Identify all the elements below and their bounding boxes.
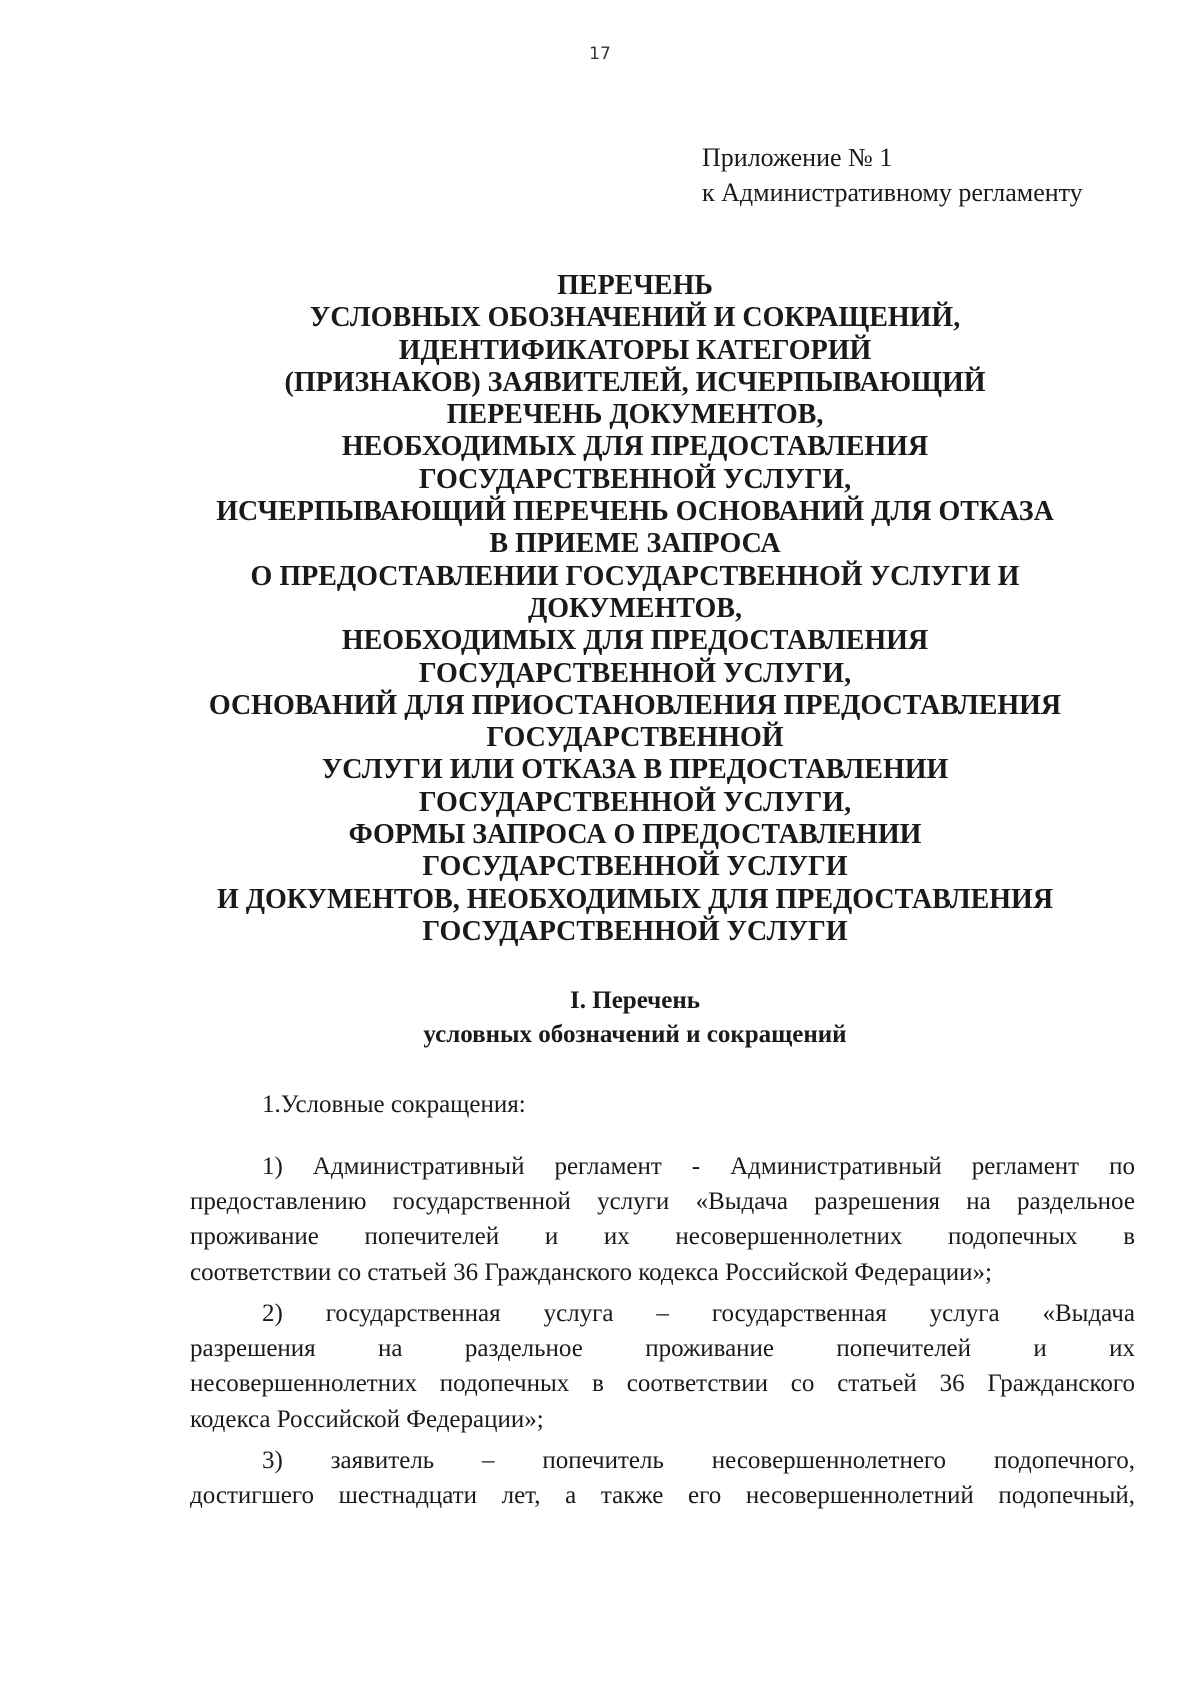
- document-title: [140, 270, 1130, 948]
- page-number: 17: [589, 44, 611, 64]
- word: попечителей: [364, 1223, 500, 1251]
- title-line: ФОРМЫ ЗАПРОСА О ПРЕДОСТАВЛЕНИИ: [348, 819, 922, 851]
- title-line: И ДОКУМЕНТОВ, НЕОБХОДИМЫХ ДЛЯ ПРЕДОСТАВЛЕНИЯ: [216, 883, 1054, 915]
- word: подопечного,: [993, 1447, 1135, 1474]
- word: несовершеннолетних: [190, 1370, 417, 1398]
- word: «Выдача: [695, 1188, 789, 1216]
- title-line: ПЕРЕЧЕНЬ: [557, 270, 713, 301]
- word: заявитель: [330, 1447, 435, 1474]
- word: регламент: [971, 1153, 1080, 1180]
- word: их: [1109, 1335, 1135, 1363]
- section-heading-line-2: условных обозначений и сокращений: [423, 1021, 847, 1048]
- word: Гражданского: [987, 1370, 1135, 1398]
- appendix-line-2: к Административному регламенту: [702, 178, 1083, 207]
- word: и: [544, 1223, 559, 1251]
- word: подопечных: [948, 1223, 1078, 1251]
- word: 3): [262, 1447, 283, 1474]
- word: достигшего: [190, 1482, 314, 1510]
- word: проживание: [190, 1223, 319, 1251]
- word: несовершеннолетнего: [711, 1447, 947, 1474]
- title-line: УСЛУГИ ИЛИ ОТКАЗА В ПРЕДОСТАВЛЕНИИ: [321, 754, 949, 786]
- paragraph-line: [190, 1296, 1135, 1331]
- word: регламент: [554, 1153, 662, 1180]
- word: в: [1123, 1223, 1135, 1251]
- title-line: ИДЕНТИФИКАТОРЫ КАТЕГОРИЙ: [398, 334, 872, 366]
- word: несовершеннолетних: [675, 1223, 903, 1251]
- word: и: [1033, 1335, 1047, 1363]
- word: услуга: [543, 1300, 614, 1327]
- word: государственной: [392, 1188, 571, 1216]
- word: проживание: [645, 1335, 775, 1363]
- paragraph-line: [190, 1478, 1135, 1513]
- word: государственная: [325, 1300, 501, 1327]
- word: подопечных: [439, 1370, 570, 1398]
- word: попечителей: [836, 1335, 972, 1363]
- title-line: ГОСУДАРСТВЕННОЙ: [486, 722, 784, 754]
- title-line: ГОСУДАРСТВЕННОЙ УСЛУГИ: [422, 851, 848, 883]
- word: «Выдача: [1042, 1300, 1135, 1327]
- word: а: [565, 1482, 577, 1510]
- word: предоставлению: [190, 1188, 367, 1216]
- paragraph-last-line: соответствии со статьей 36 Гражданского кодекса Российской Федерации»;: [190, 1258, 992, 1286]
- word: Административный: [730, 1153, 942, 1180]
- title-line: НЕОБХОДИМЫХ ДЛЯ ПРЕДОСТАВЛЕНИЯ: [341, 625, 929, 657]
- paragraph-1: [190, 1149, 1135, 1290]
- word: государственная: [711, 1300, 887, 1327]
- word: несовершеннолетний: [745, 1482, 974, 1510]
- word: 1): [262, 1153, 283, 1180]
- word: подопечный,: [998, 1482, 1135, 1510]
- word: –: [482, 1447, 495, 1474]
- title-line: ОСНОВАНИЙ ДЛЯ ПРИОСТАНОВЛЕНИЯ ПРЕДОСТАВЛЕНИЯ: [208, 689, 1062, 721]
- word: шестнадцати: [338, 1482, 477, 1510]
- paragraph-3: [190, 1443, 1135, 1513]
- paragraph-line: [190, 1366, 1135, 1401]
- appendix-line-1: Приложение № 1: [702, 143, 893, 172]
- word: Административный: [312, 1153, 525, 1180]
- title-line: ДОКУМЕНТОВ,: [528, 592, 742, 624]
- word: на: [378, 1335, 403, 1363]
- paragraph-line: [190, 1219, 1135, 1254]
- word: разрешения: [190, 1335, 316, 1363]
- section-heading-line-1: I. Перечень: [570, 987, 700, 1014]
- word: услуга: [929, 1300, 1000, 1327]
- word: 36: [939, 1370, 965, 1398]
- paragraph-last-line: кодекса Российской Федерации»;: [190, 1405, 544, 1433]
- appendix-note: [702, 140, 1083, 210]
- abbreviations-subheading: 1.Условные сокращения:: [262, 1091, 526, 1118]
- title-line: В ПРИЕМЕ ЗАПРОСА: [489, 528, 781, 560]
- title-line: О ПРЕДОСТАВЛЕНИИ ГОСУДАРСТВЕННОЙ УСЛУГИ И: [250, 560, 1020, 592]
- title-line: ИСЧЕРПЫВАЮЩИЙ ПЕРЕЧЕНЬ ОСНОВАНИЙ ДЛЯ ОТКАЗА: [216, 496, 1054, 528]
- word: –: [656, 1300, 669, 1327]
- word: на: [966, 1188, 991, 1216]
- title-line: (ПРИЗНАКОВ) ЗАЯВИТЕЛЕЙ, ИСЧЕРПЫВАЮЩИЙ: [284, 366, 986, 398]
- word: его: [688, 1482, 722, 1510]
- word: их: [603, 1223, 630, 1251]
- title-line: ПЕРЕЧЕНЬ ДОКУМЕНТОВ,: [446, 399, 824, 431]
- section-heading: [140, 984, 1130, 1052]
- paragraph-2: [190, 1296, 1135, 1437]
- word: разрешения: [814, 1188, 940, 1216]
- word: раздельное: [1016, 1188, 1135, 1216]
- title-line: ГОСУДАРСТВЕННОЙ УСЛУГИ: [422, 915, 848, 947]
- word: также: [600, 1482, 664, 1510]
- paragraph-line: [190, 1149, 1135, 1184]
- title-line: НЕОБХОДИМЫХ ДЛЯ ПРЕДОСТАВЛЕНИЯ: [341, 431, 929, 463]
- word: попечитель: [542, 1447, 664, 1474]
- word: 2): [262, 1300, 283, 1327]
- word: лет,: [501, 1482, 541, 1510]
- word: раздельное: [464, 1335, 583, 1363]
- word: в: [592, 1370, 604, 1398]
- title-line: ГОСУДАРСТВЕННОЙ УСЛУГИ,: [418, 786, 852, 818]
- word: статьей: [837, 1370, 917, 1398]
- paragraph-line: [190, 1331, 1135, 1366]
- title-line: УСЛОВНЫХ ОБОЗНАЧЕНИЙ И СОКРАЩЕНИЙ,: [309, 302, 961, 334]
- title-line: ГОСУДАРСТВЕННОЙ УСЛУГИ,: [418, 463, 852, 495]
- title-line: ГОСУДАРСТВЕННОЙ УСЛУГИ,: [418, 657, 852, 689]
- word: соответствии: [626, 1370, 768, 1398]
- word: услуги: [597, 1188, 670, 1216]
- word: по: [1109, 1153, 1135, 1180]
- paragraph-line: [190, 1443, 1135, 1478]
- word: -: [691, 1153, 701, 1180]
- word: со: [790, 1370, 815, 1398]
- paragraph-line: [190, 1184, 1135, 1219]
